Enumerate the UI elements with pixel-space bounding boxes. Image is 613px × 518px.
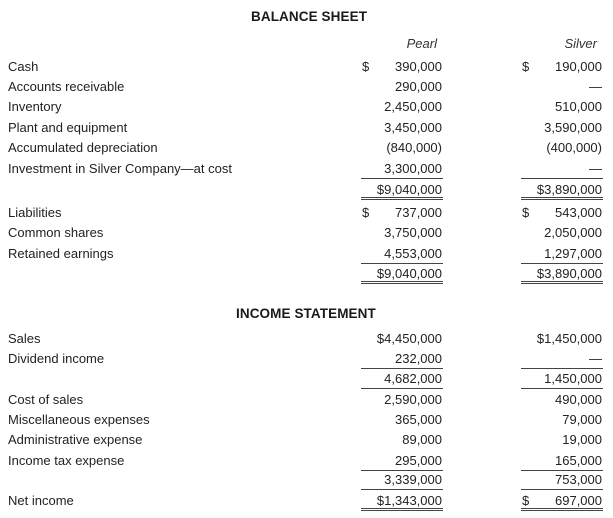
bs-row-common-shares: [0, 223, 613, 243]
pearl-value: (840,000): [386, 140, 442, 155]
pearl-value: 232,000: [361, 350, 443, 369]
pearl-value: 89,000: [402, 432, 442, 447]
silver-value: 165,000: [521, 452, 603, 471]
pearl-value: 295,000: [361, 452, 443, 471]
silver-value: 490,000: [555, 392, 602, 407]
row-label: Common shares: [8, 225, 104, 240]
pearl-value: 3,300,000: [361, 160, 443, 179]
row-label: Accumulated depreciation: [8, 140, 158, 155]
pearl-value: 3,450,000: [384, 120, 442, 135]
row-label: Cash: [8, 59, 39, 74]
silver-subtotal: 753,000: [521, 471, 603, 490]
pearl-value: $4,450,000: [376, 331, 442, 346]
row-label: Plant and equipment: [8, 120, 128, 135]
silver-net-income: $ 697,000: [521, 492, 603, 511]
pearl-total: $9,040,000: [361, 181, 443, 200]
pearl-total: $9,040,000: [361, 265, 443, 284]
silver-column-header: Silver: [564, 36, 597, 51]
bs-row-accumulated-depreciation: [0, 138, 613, 158]
bs-row-inventory: [0, 97, 613, 117]
silver-value: 79,000: [562, 412, 602, 427]
pearl-value: $ 737,000: [362, 205, 442, 220]
pearl-value: 3,750,000: [384, 225, 442, 240]
bs-row-retained-earnings: [0, 244, 613, 264]
silver-value: 3,590,000: [544, 120, 602, 135]
is-row-misc-expenses: [0, 410, 613, 430]
balance-sheet-title: BALANCE SHEET: [251, 9, 368, 24]
row-label: Dividend income: [8, 351, 105, 366]
is-row-net-income: [0, 491, 613, 511]
is-row-total-revenue: [0, 369, 613, 389]
silver-value: $ 543,000: [522, 205, 602, 220]
pearl-value: 2,590,000: [384, 392, 442, 407]
is-row-admin-expense: [0, 430, 613, 450]
row-label: Income tax expense: [8, 453, 125, 468]
silver-total: $3,890,000: [521, 181, 603, 200]
silver-value: 1,297,000: [521, 245, 603, 264]
silver-subtotal: 1,450,000: [521, 370, 603, 389]
row-label: Cost of sales: [8, 392, 84, 407]
pearl-net-income: $1,343,000: [361, 492, 443, 511]
pearl-value: 365,000: [395, 412, 442, 427]
pearl-subtotal: 3,339,000: [361, 471, 443, 490]
bs-row-liabilities: [0, 203, 613, 223]
bs-row-total-assets: [0, 180, 613, 200]
silver-value: —: [589, 79, 602, 94]
is-row-sales: [0, 329, 613, 349]
is-row-cost-of-sales: [0, 390, 613, 410]
row-label: Net income: [8, 493, 74, 508]
silver-value: —: [521, 350, 603, 369]
silver-value: 510,000: [555, 99, 602, 114]
is-row-total-expenses: [0, 470, 613, 490]
row-label: Inventory: [8, 99, 62, 114]
is-row-dividend-income: [0, 349, 613, 369]
pearl-value: 290,000: [395, 79, 442, 94]
pearl-column-header: Pearl: [406, 36, 437, 51]
row-label: Investment in Silver Company—at cost: [8, 161, 232, 176]
bs-row-plant-equipment: [0, 118, 613, 138]
silver-value: $ 190,000: [522, 59, 602, 74]
row-label: Administrative expense: [8, 432, 143, 447]
pearl-value: $ 390,000: [362, 59, 442, 74]
bs-row-investment-silver: [0, 159, 613, 179]
bs-row-total-equity: [0, 264, 613, 284]
pearl-subtotal: 4,682,000: [361, 370, 443, 389]
row-label: Accounts receivable: [8, 79, 125, 94]
row-label: Liabilities: [8, 205, 62, 220]
silver-value: 19,000: [562, 432, 602, 447]
silver-value: $1,450,000: [536, 331, 602, 346]
row-label: Retained earnings: [8, 246, 114, 261]
is-row-income-tax: [0, 451, 613, 471]
silver-value: —: [521, 160, 603, 179]
pearl-value: 2,450,000: [384, 99, 442, 114]
pearl-value: 4,553,000: [361, 245, 443, 264]
silver-value: (400,000): [546, 140, 602, 155]
income-statement-title: INCOME STATEMENT: [236, 306, 376, 321]
bs-row-accounts-receivable: [0, 77, 613, 97]
bs-row-cash: [0, 57, 613, 77]
row-label: Sales: [8, 331, 41, 346]
row-label: Miscellaneous expenses: [8, 412, 150, 427]
silver-total: $3,890,000: [521, 265, 603, 284]
silver-value: 2,050,000: [544, 225, 602, 240]
